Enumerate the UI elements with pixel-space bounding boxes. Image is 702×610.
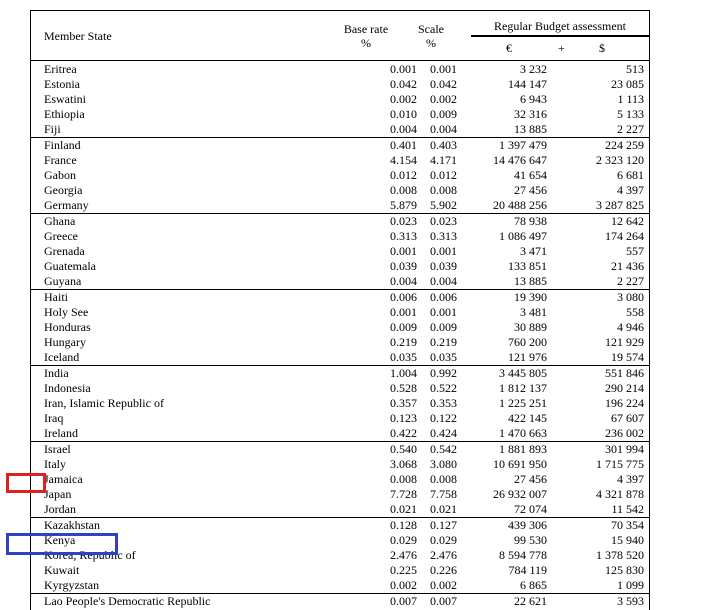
member-state-cell: Germany [44,198,89,212]
member-state-cell: Iraq [44,411,64,425]
table-row [31,411,649,426]
scale-cell: 0.042 [430,77,457,91]
scale-cell: 0.009 [430,107,457,121]
dollar-amount-cell: 15 940 [611,533,644,547]
euro-amount-cell: 22 621 [514,594,547,608]
base-rate-cell: 0.007 [390,594,417,608]
base-rate-cell: 0.008 [390,472,417,486]
table-row [31,122,649,137]
table-row [31,92,649,107]
scale-cell: 0.039 [430,259,457,273]
dollar-amount-cell: 513 [626,62,644,76]
scale-cell: 0.004 [430,122,457,136]
dollar-column-header: $ [599,41,605,55]
euro-amount-cell: 1 470 663 [499,426,547,440]
member-state-cell: Jamaica [44,472,83,486]
euro-amount-cell: 760 200 [508,335,547,349]
scale-cell: 0.424 [430,426,457,440]
euro-amount-cell: 121 976 [508,350,547,364]
scale-cell: 0.001 [430,305,457,319]
table-header [31,11,649,61]
base-rate-cell: 7.728 [390,487,417,501]
table-row [31,472,649,487]
dollar-amount-cell: 224 259 [605,138,644,152]
scale-cell: 0.219 [430,335,457,349]
euro-amount-cell: 41 654 [514,168,547,182]
euro-amount-cell: 133 851 [508,259,547,273]
base-rate-cell: 0.128 [390,518,417,532]
euro-amount-cell: 13 885 [514,274,547,288]
table-row [31,441,649,457]
base-rate-cell: 0.001 [390,62,417,76]
member-state-cell: Ghana [44,214,76,228]
euro-amount-cell: 1 881 893 [499,442,547,456]
plus-sign: + [558,41,565,55]
member-state-cell: Gabon [44,168,76,182]
member-state-cell: Greece [44,229,78,243]
base-rate-cell: 1.004 [390,366,417,380]
dollar-amount-cell: 1 715 775 [596,457,644,471]
table-row [31,62,649,77]
table-row [31,517,649,533]
scale-cell: 3.080 [430,457,457,471]
member-state-cell: Italy [44,457,66,471]
euro-amount-cell: 3 445 805 [499,366,547,380]
euro-amount-cell: 6 943 [520,92,547,106]
table-row [31,107,649,122]
dollar-amount-cell: 174 264 [605,229,644,243]
member-state-cell: Honduras [44,320,91,334]
base-rate-cell: 0.225 [390,563,417,577]
member-state-cell: Hungary [44,335,86,349]
base-rate-cell: 0.039 [390,259,417,273]
dollar-amount-cell: 23 085 [611,77,644,91]
member-state-cell: Iceland [44,350,80,364]
member-state-cell: Georgia [44,183,83,197]
member-state-cell: Jordan [44,502,76,516]
scale-cell: 0.029 [430,533,457,547]
table-row [31,168,649,183]
table-row [31,153,649,168]
member-state-cell: Kuwait [44,563,80,577]
table-row [31,320,649,335]
euro-amount-cell: 14 476 647 [493,153,547,167]
euro-amount-cell: 144 147 [508,77,547,91]
table-row [31,533,649,548]
base-rate-cell: 0.401 [390,138,417,152]
member-state-cell: Kenya [44,533,76,547]
dollar-amount-cell: 19 574 [611,350,644,364]
table-row [31,548,649,563]
dollar-amount-cell: 2 227 [617,274,644,288]
assessment-table [30,10,650,610]
scale-cell: 0.226 [430,563,457,577]
scale-cell: 2.476 [430,548,457,562]
euro-amount-cell: 1 812 137 [499,381,547,395]
scale-cell: 0.007 [430,594,457,608]
table-row [31,563,649,578]
euro-amount-cell: 1 397 479 [499,138,547,152]
member-state-cell: Haiti [44,290,68,304]
regular-budget-header: Regular Budget assessment [494,19,626,33]
base-rate-cell: 0.002 [390,92,417,106]
member-state-cell: Kazakhstan [44,518,100,532]
base-rate-cell: 0.313 [390,229,417,243]
scale-cell: 0.522 [430,381,457,395]
euro-amount-cell: 30 889 [514,320,547,334]
member-state-cell: Ethiopia [44,107,85,121]
member-state-cell: Holy See [44,305,89,319]
table-row [31,457,649,472]
euro-amount-cell: 1 225 251 [499,396,547,410]
base-rate-cell: 0.001 [390,305,417,319]
scale-cell: 0.001 [430,62,457,76]
dollar-amount-cell: 2 227 [617,122,644,136]
dollar-amount-cell: 12 642 [611,214,644,228]
scale-cell: 5.902 [430,198,457,212]
member-state-cell: Guyana [44,274,82,288]
base-rate-cell: 0.029 [390,533,417,547]
member-state-cell: Guatemala [44,259,96,273]
base-rate-cell: 3.068 [390,457,417,471]
euro-amount-cell: 99 530 [514,533,547,547]
scale-cell: 0.992 [430,366,457,380]
scale-cell: 4.171 [430,153,457,167]
euro-amount-cell: 1 086 497 [499,229,547,243]
dollar-amount-cell: 1 113 [617,92,644,106]
table-row [31,365,649,381]
scale-label: Scale [418,22,444,36]
dollar-amount-cell: 5 133 [617,107,644,121]
scale-header [401,22,461,50]
euro-amount-cell: 8 594 778 [499,548,547,562]
member-state-cell: Grenada [44,244,85,258]
dollar-amount-cell: 551 846 [605,366,644,380]
base-rate-cell: 0.010 [390,107,417,121]
base-rate-cell: 0.006 [390,290,417,304]
member-state-cell: France [44,153,77,167]
table-row [31,289,649,305]
korea-highlight-box [6,533,118,555]
base-rate-cell: 0.035 [390,350,417,364]
base-rate-label: Base rate [343,22,389,36]
scale-cell: 0.035 [430,350,457,364]
euro-amount-cell: 3 481 [520,305,547,319]
base-rate-cell: 0.008 [390,183,417,197]
scale-cell: 0.002 [430,578,457,592]
base-rate-cell: 0.540 [390,442,417,456]
euro-amount-cell: 19 390 [514,290,547,304]
dollar-amount-cell: 4 946 [617,320,644,334]
table-row [31,77,649,92]
dollar-amount-cell: 6 681 [617,168,644,182]
table-row [31,396,649,411]
base-rate-cell: 0.009 [390,320,417,334]
base-rate-cell: 4.154 [390,153,417,167]
euro-amount-cell: 439 306 [508,518,547,532]
member-state-cell: Kyrgyzstan [44,578,100,592]
member-state-cell: Eritrea [44,62,77,76]
euro-amount-cell: 26 932 007 [493,487,547,501]
base-rate-cell: 0.219 [390,335,417,349]
base-rate-cell: 5.879 [390,198,417,212]
base-rate-cell: 0.042 [390,77,417,91]
euro-amount-cell: 784 119 [508,563,547,577]
table-row [31,259,649,274]
member-state-cell: Eswatini [44,92,86,106]
dollar-amount-cell: 2 323 120 [596,153,644,167]
scale-cell: 0.021 [430,502,457,516]
euro-amount-cell: 72 074 [514,502,547,516]
euro-amount-cell: 32 316 [514,107,547,121]
base-rate-unit: % [361,36,371,50]
base-rate-cell: 0.528 [390,381,417,395]
table-row [31,213,649,229]
member-state-cell: Ireland [44,426,78,440]
table-row [31,244,649,259]
member-state-cell: Estonia [44,77,80,91]
euro-column-header: € [506,41,512,55]
base-rate-cell: 0.357 [390,396,417,410]
base-rate-cell: 2.476 [390,548,417,562]
scale-cell: 0.004 [430,274,457,288]
scale-cell: 0.012 [430,168,457,182]
table-row [31,274,649,289]
euro-amount-cell: 6 865 [520,578,547,592]
dollar-amount-cell: 3 593 [617,594,644,608]
base-rate-cell: 0.004 [390,122,417,136]
table-row [31,229,649,244]
dollar-amount-cell: 125 830 [605,563,644,577]
member-state-cell: Korea, Republic of [44,548,136,562]
dollar-amount-cell: 1 378 520 [596,548,644,562]
scale-cell: 0.023 [430,214,457,228]
dollar-amount-cell: 4 321 878 [596,487,644,501]
scale-cell: 0.313 [430,229,457,243]
dollar-amount-cell: 301 994 [605,442,644,456]
scale-cell: 0.002 [430,92,457,106]
member-state-cell: Fiji [44,122,61,136]
dollar-amount-cell: 67 607 [611,411,644,425]
dollar-amount-cell: 4 397 [617,472,644,486]
euro-amount-cell: 422 145 [508,411,547,425]
table-row [31,198,649,213]
base-rate-cell: 0.023 [390,214,417,228]
euro-amount-cell: 78 938 [514,214,547,228]
scale-cell: 0.001 [430,244,457,258]
base-rate-cell: 0.422 [390,426,417,440]
member-state-cell: Finland [44,138,81,152]
dollar-amount-cell: 3 080 [617,290,644,304]
dollar-amount-cell: 121 929 [605,335,644,349]
table-row [31,487,649,502]
dollar-amount-cell: 21 436 [611,259,644,273]
member-state-cell: Lao People's Democratic Republic [44,594,211,608]
member-state-cell: Iran, Islamic Republic of [44,396,164,410]
base-rate-cell: 0.001 [390,244,417,258]
dollar-amount-cell: 4 397 [617,183,644,197]
table-row [31,578,649,593]
scale-cell: 0.009 [430,320,457,334]
scale-cell: 0.006 [430,290,457,304]
table-row [31,335,649,350]
scale-cell: 0.353 [430,396,457,410]
dollar-amount-cell: 1 099 [617,578,644,592]
euro-amount-cell: 13 885 [514,122,547,136]
euro-amount-cell: 20 488 256 [493,198,547,212]
scale-unit: % [426,36,436,50]
table-row [31,183,649,198]
member-state-header: Member State [44,29,112,43]
member-state-cell: Israel [44,442,71,456]
euro-amount-cell: 27 456 [514,183,547,197]
table-row [31,593,649,609]
dollar-amount-cell: 558 [626,305,644,319]
table-row [31,381,649,396]
euro-amount-cell: 10 691 950 [493,457,547,471]
dollar-amount-cell: 236 002 [605,426,644,440]
table-row [31,502,649,517]
regular-budget-underline [471,35,649,37]
scale-cell: 0.403 [430,138,457,152]
scale-cell: 0.008 [430,472,457,486]
base-rate-cell: 0.004 [390,274,417,288]
base-rate-cell: 0.002 [390,578,417,592]
member-state-cell: Indonesia [44,381,91,395]
base-rate-cell: 0.123 [390,411,417,425]
table-body [31,62,649,609]
table-row [31,426,649,441]
dollar-amount-cell: 290 214 [605,381,644,395]
base-rate-cell: 0.012 [390,168,417,182]
dollar-amount-cell: 11 542 [611,502,644,516]
base-rate-header [331,22,401,50]
header-divider [31,60,649,61]
dollar-amount-cell: 70 354 [611,518,644,532]
table-row [31,350,649,365]
euro-amount-cell: 3 232 [520,62,547,76]
table-row [31,305,649,320]
dollar-amount-cell: 557 [626,244,644,258]
scale-cell: 0.127 [430,518,457,532]
member-state-cell: Japan [44,487,72,501]
euro-amount-cell: 3 471 [520,244,547,258]
member-state-cell: India [44,366,69,380]
scale-cell: 0.122 [430,411,457,425]
japan-highlight-box [6,473,46,493]
dollar-amount-cell: 196 224 [605,396,644,410]
euro-amount-cell: 27 456 [514,472,547,486]
table-row [31,137,649,153]
scale-cell: 0.008 [430,183,457,197]
scale-cell: 0.542 [430,442,457,456]
base-rate-cell: 0.021 [390,502,417,516]
scale-cell: 7.758 [430,487,457,501]
dollar-amount-cell: 3 287 825 [596,198,644,212]
